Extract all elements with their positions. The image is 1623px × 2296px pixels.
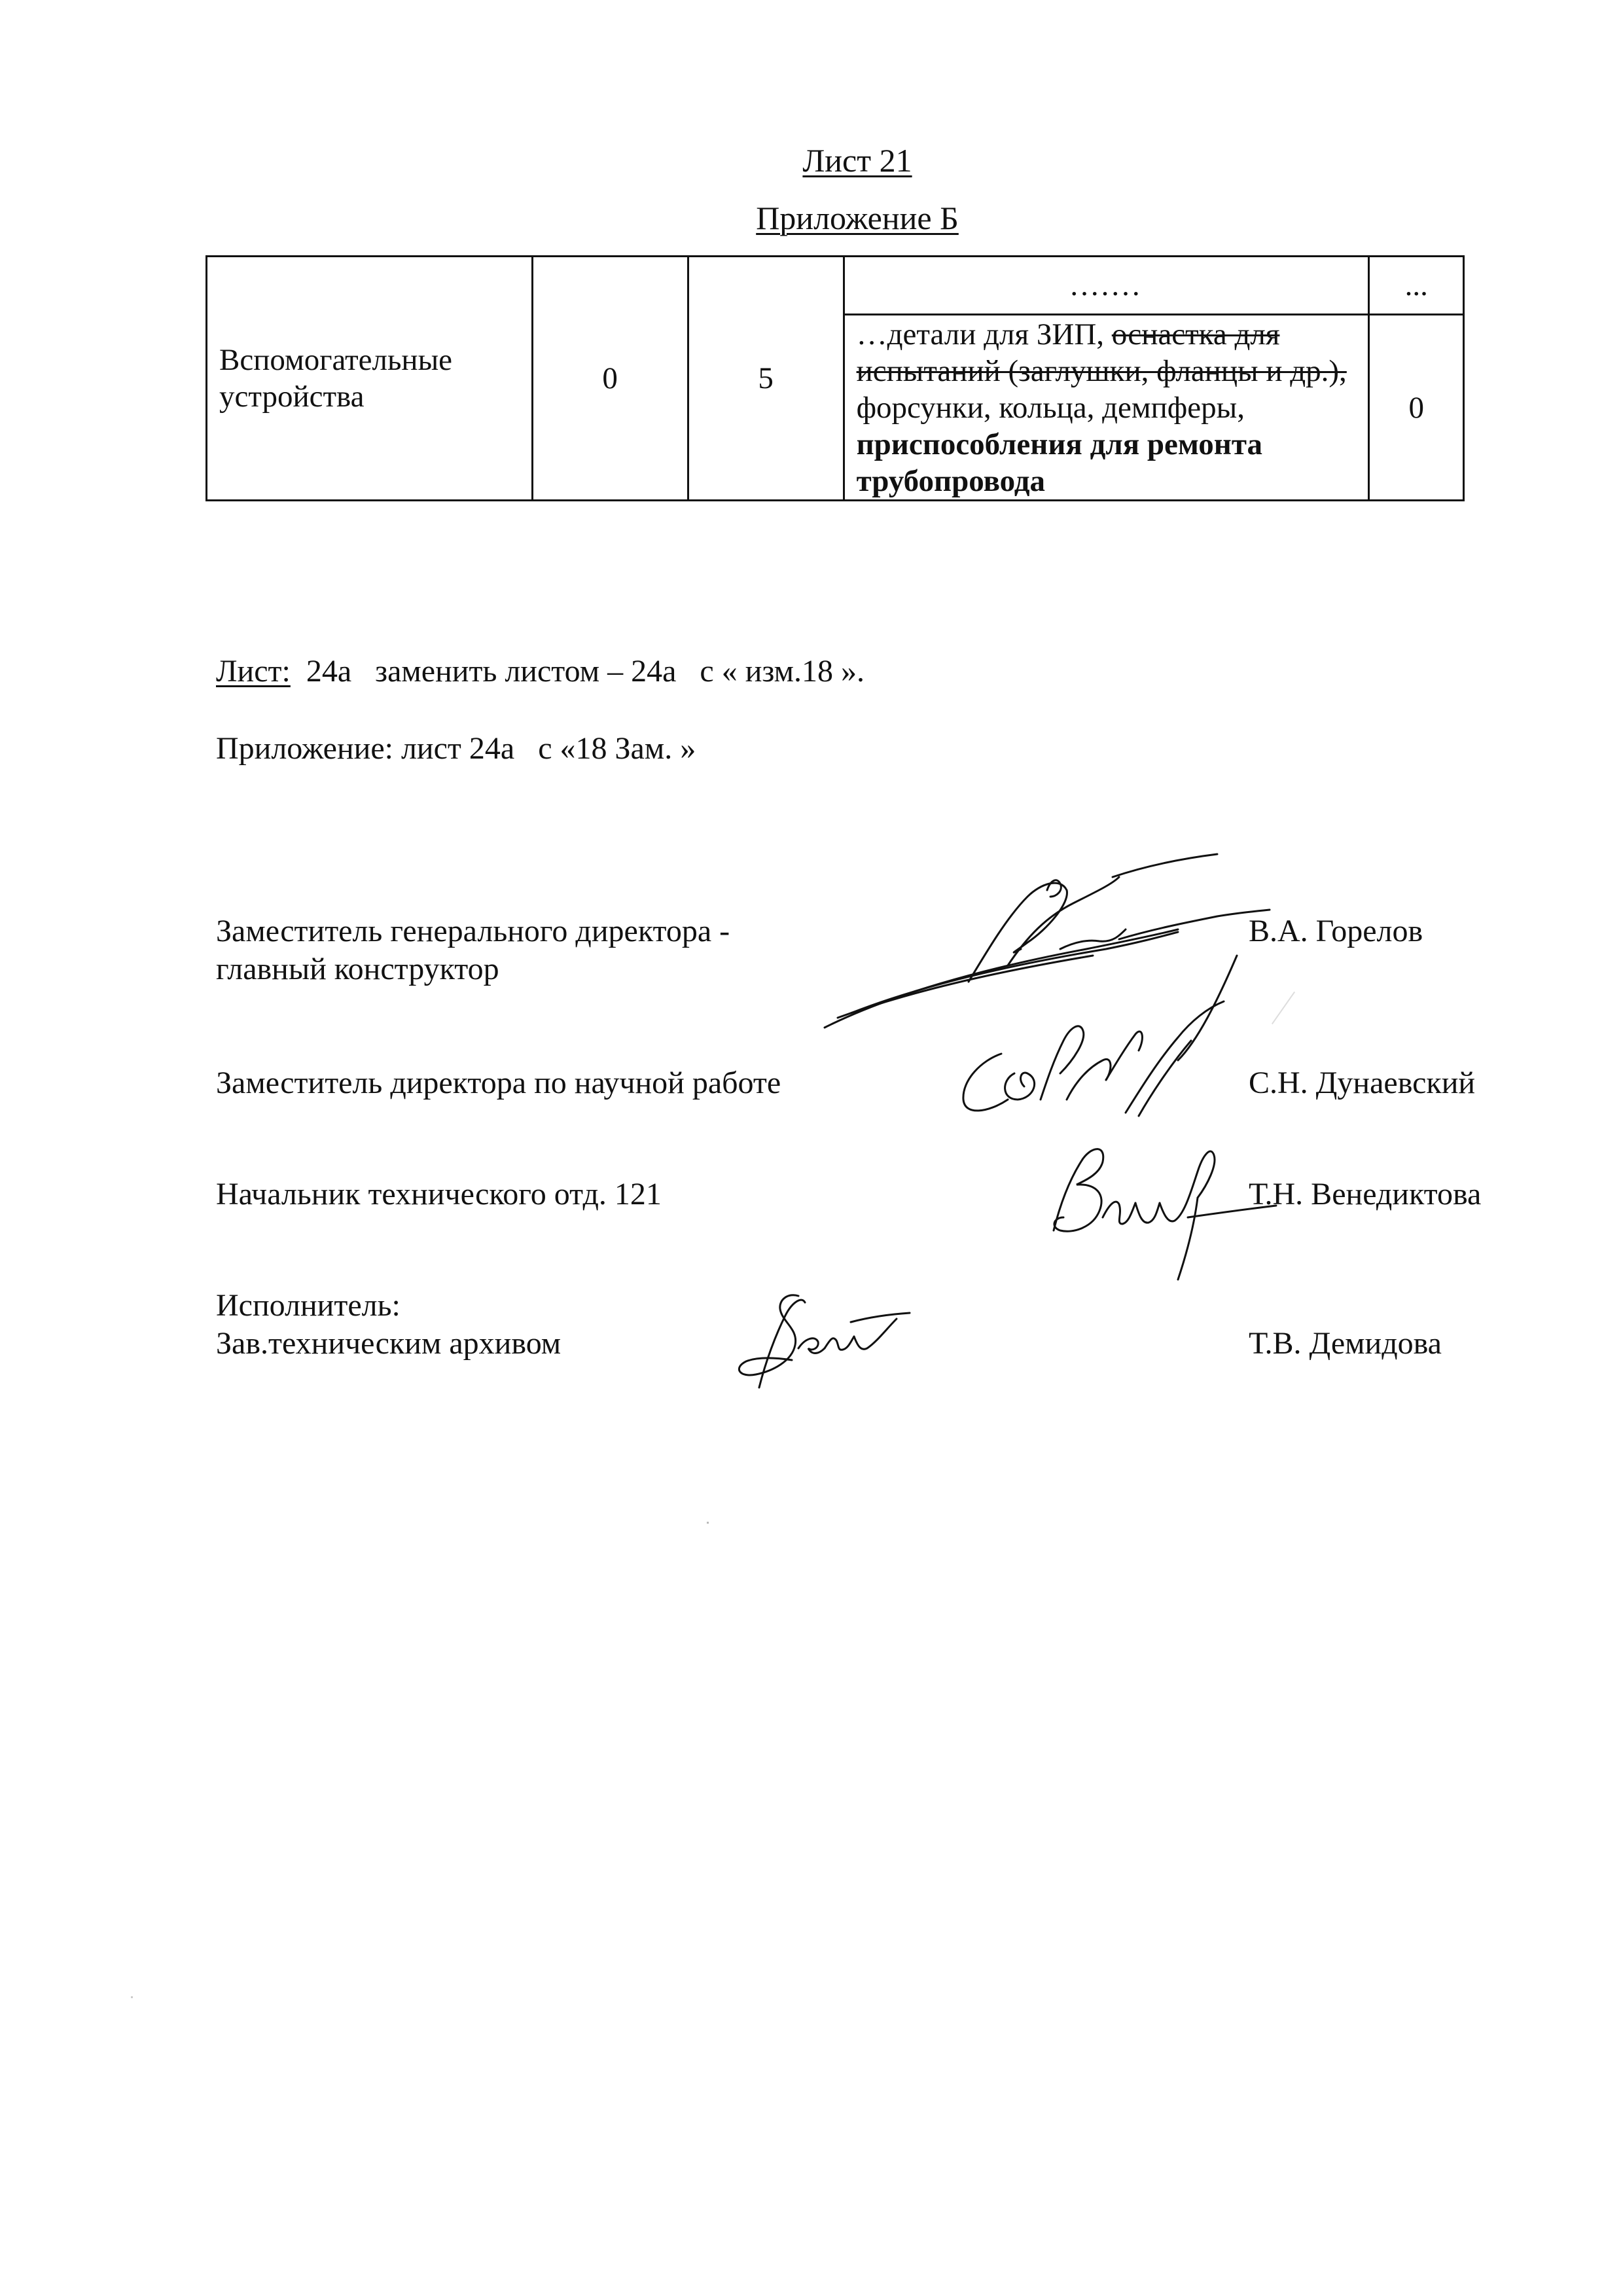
signatory-role bbox=[216, 1064, 781, 1102]
appendix-table bbox=[205, 255, 1465, 501]
signature-venediktova bbox=[1034, 1126, 1283, 1283]
ellipsis-placeholder-last: ... bbox=[1404, 268, 1428, 302]
table-cell-dots bbox=[844, 257, 1369, 315]
signatory-role-line: Заместитель директора по научной работе bbox=[216, 1066, 781, 1100]
signatory-name: Т.Н. Венедиктова bbox=[1249, 1177, 1482, 1211]
signatory-role-line: Заместитель генерального директора - bbox=[216, 914, 730, 948]
row-value-b: 5 bbox=[758, 361, 774, 395]
signatory-role-line: главный конструктор bbox=[216, 952, 499, 986]
table-cell-b bbox=[688, 257, 844, 501]
table-cell-last bbox=[1369, 315, 1464, 501]
description-struck-text: оснастка для испытаний (заглушки, фланцы и др.), bbox=[856, 317, 1347, 388]
replace-label: Лист: bbox=[216, 654, 291, 689]
signatory-role bbox=[216, 1287, 561, 1363]
replace-instruction bbox=[216, 652, 865, 691]
table-cell-description bbox=[844, 315, 1369, 501]
appendix-title-text: Приложение Б bbox=[756, 200, 959, 236]
signature-demidova bbox=[720, 1283, 916, 1394]
table-cell-a bbox=[532, 257, 688, 501]
description-middle: форсунки, кольца, демпферы, bbox=[856, 390, 1245, 425]
signatory-role-line: Зав.техническим архивом bbox=[216, 1326, 562, 1361]
replace-text: 24а заменить листом – 24а с « изм.18 ». bbox=[290, 654, 865, 689]
table-row bbox=[207, 257, 1464, 315]
scan-speck bbox=[131, 1996, 133, 1998]
description-bold-addition: приспособления для ремонта трубопровода bbox=[856, 427, 1263, 498]
scan-speck bbox=[707, 1522, 709, 1524]
handwritten-signature bbox=[955, 1001, 1243, 1136]
sheet-title-text: Лист 21 bbox=[802, 142, 912, 179]
attachment-text: Приложение: лист 24а с «18 Зам. » bbox=[216, 731, 696, 766]
handwritten-signature bbox=[720, 1283, 916, 1397]
signatory-name: В.А. Горелов bbox=[1249, 914, 1423, 948]
attachment-note bbox=[216, 729, 696, 768]
signatory-role-line: Начальник технического отд. 121 bbox=[216, 1177, 662, 1211]
signatory-name: Т.В. Демидова bbox=[1249, 1326, 1442, 1361]
appendix-title bbox=[0, 198, 1623, 238]
table-cell-dots-last bbox=[1369, 257, 1464, 315]
ellipsis-placeholder: ....... bbox=[1070, 268, 1143, 302]
signatory-role-line: Исполнитель: bbox=[216, 1288, 401, 1323]
signatory-role bbox=[216, 1175, 662, 1213]
row-value-last: 0 bbox=[1408, 390, 1424, 425]
signature-dunaevsky bbox=[955, 1001, 1243, 1132]
handwritten-signature bbox=[1034, 1126, 1283, 1286]
sheet-title bbox=[0, 141, 1623, 180]
row-name: Вспомогательные устройства bbox=[219, 343, 453, 414]
table-cell-name bbox=[207, 257, 533, 501]
signatory-name: С.Н. Дунаевский bbox=[1249, 1066, 1476, 1100]
row-value-a: 0 bbox=[602, 361, 618, 395]
description-prefix: …детали для ЗИП, bbox=[856, 317, 1112, 351]
signatory-role bbox=[216, 912, 730, 988]
